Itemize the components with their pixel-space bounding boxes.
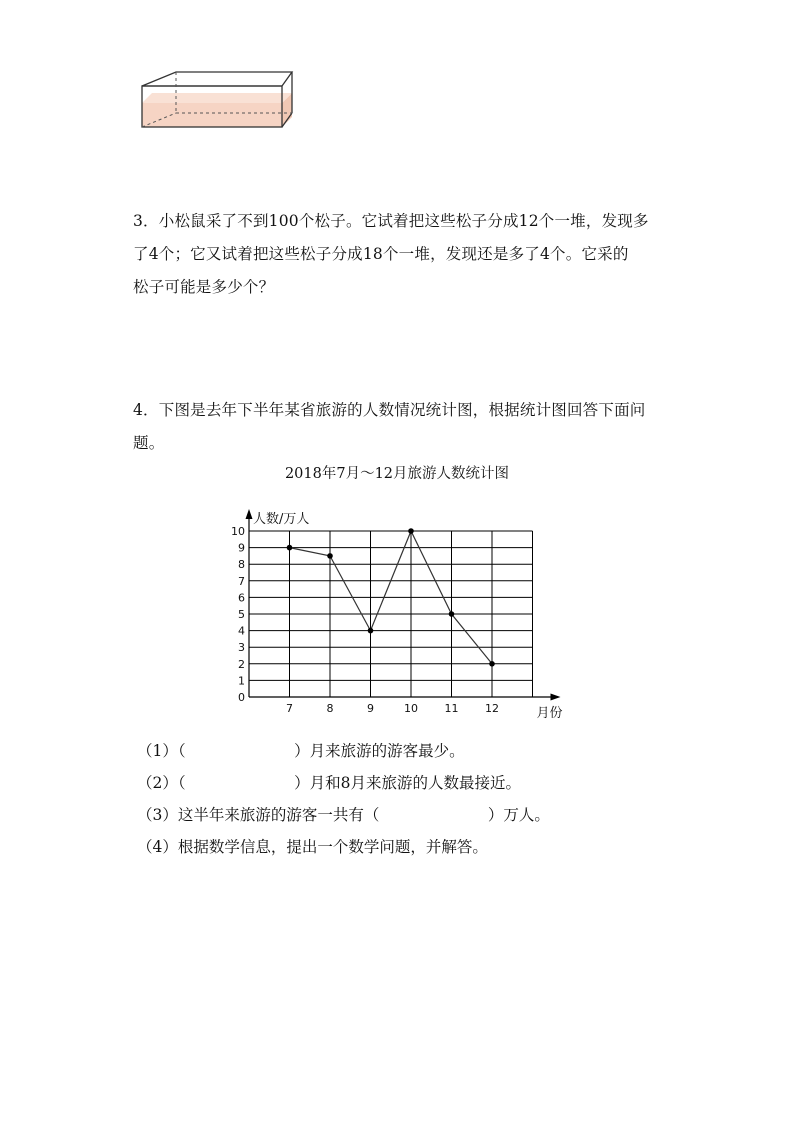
x-tick-label: 10 (404, 702, 418, 715)
y-axis-label: 人数/万人 (253, 512, 310, 527)
y-tick-label: 6 (238, 591, 245, 605)
x-tick-label: 7 (286, 702, 293, 715)
sub-question-2: （2）（ ）月和8月来旅游的人数最接近。 (137, 774, 521, 792)
question-3-line: 松子可能是多少个？ (133, 278, 275, 296)
y-tick-label: 10 (231, 525, 245, 538)
data-point (408, 528, 414, 534)
data-point (489, 661, 495, 667)
data-point (287, 545, 293, 551)
y-tick-label: 9 (238, 541, 245, 555)
sub-question-1: （1）（ ）月来旅游的游客最少。 (137, 742, 465, 760)
question-3-line: 3．小松鼠采了不到100个松子。它试着把这些松子分成12个一堆，发现多 (133, 212, 649, 230)
y-tick-label: 0 (238, 691, 245, 704)
question-3 (133, 205, 693, 304)
question-3-line: 了4个；它又试着把这些松子分成18个一堆，发现还是多了4个。它采的 (133, 245, 629, 263)
x-axis-arrow (551, 694, 561, 701)
data-point (327, 553, 333, 559)
y-tick-label: 3 (238, 641, 245, 655)
data-point (368, 628, 374, 634)
x-tick-label: 8 (326, 702, 334, 715)
question-4-line: 4．下图是去年下半年某省旅游的人数情况统计图，根据统计图回答下面问 (133, 401, 646, 419)
sub-question-4: （4）根据数学信息，提出一个数学问题，并解答。 (137, 838, 488, 856)
water-front (142, 103, 282, 127)
question-4 (133, 394, 693, 460)
y-axis-arrow (246, 509, 253, 519)
sub-question-3: （3）这半年来旅游的游客一共有（ ）万人。 (137, 806, 550, 824)
y-tick-label: 7 (238, 574, 245, 588)
water-top (142, 93, 292, 103)
y-tick-label: 1 (238, 674, 245, 688)
x-tick-label: 12 (485, 702, 499, 715)
data-point (449, 611, 455, 617)
y-tick-label: 4 (238, 624, 245, 638)
chart-title: 2018年7月～12月旅游人数统计图 (284, 466, 510, 482)
y-tick-label: 8 (238, 558, 245, 572)
y-tick-label: 5 (238, 608, 245, 621)
box-top-edge (142, 72, 292, 86)
y-tick-label: 2 (238, 657, 245, 671)
x-tick-label: 9 (367, 702, 374, 715)
question-4-line: 题。 (133, 434, 165, 452)
x-axis-label: 月份 (536, 706, 563, 721)
line-chart (200, 505, 590, 725)
x-tick-label: 11 (444, 702, 459, 715)
box-figure (130, 64, 300, 136)
